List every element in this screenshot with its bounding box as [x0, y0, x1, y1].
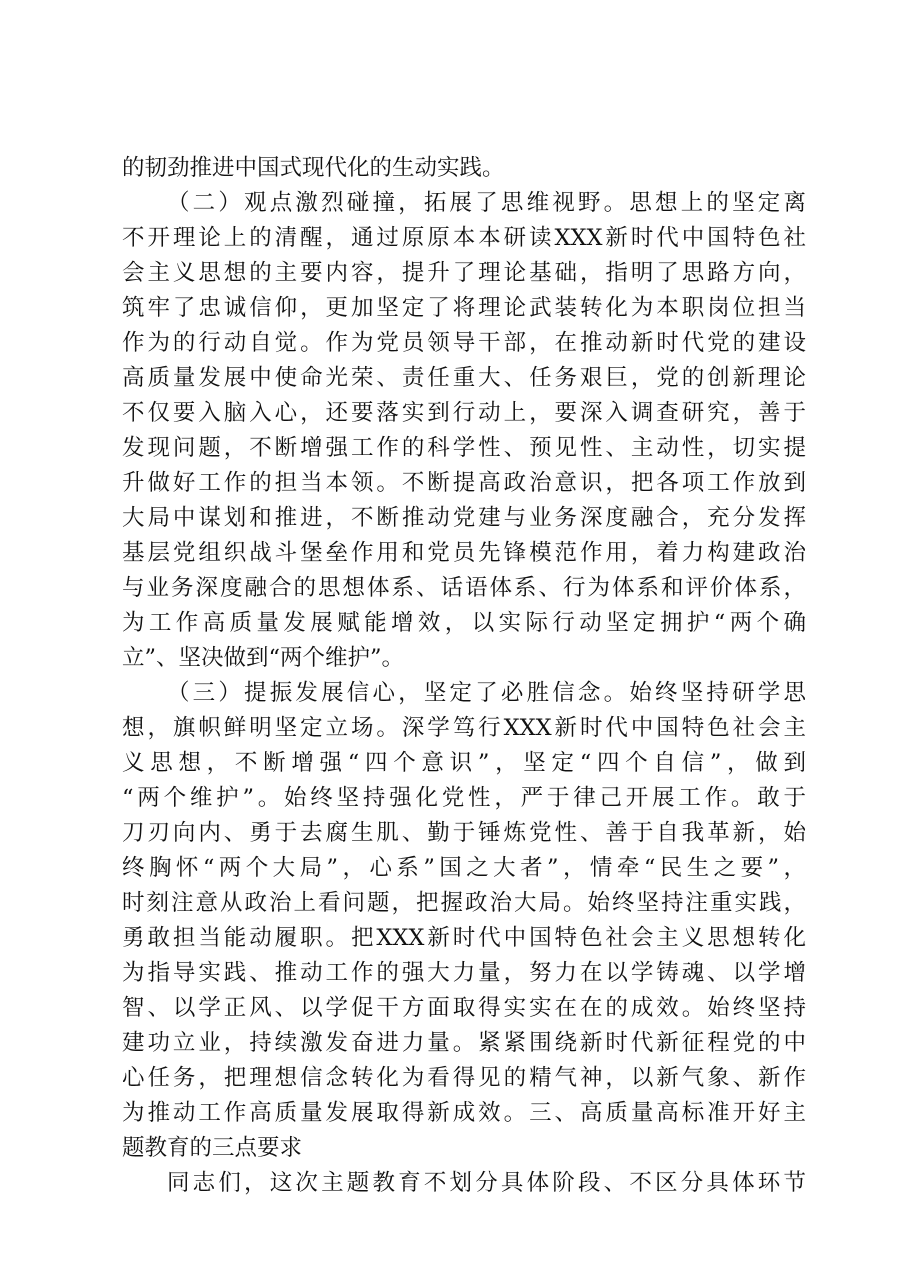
text-line: 筑牢了忠诚信仰，更加坚定了将理论武装转化为本职岗位担当 — [122, 295, 806, 321]
text-line: 想，旗帜鲜明坚定立场。深学笃行XXX新时代中国特色社会主 — [122, 715, 806, 741]
text-line: 为指导实践、推动工作的强大力量，努力在以学铸魂、以学增 — [122, 960, 806, 986]
text-line: 时刻注意从政治上看问题，把握政治大局。始终坚持注重实践， — [122, 890, 806, 916]
text-line: 升做好工作的担当本领。不断提高政治意识，把各项工作放到 — [122, 470, 806, 496]
text-line: 勇敢担当能动履职。把XXX新时代中国特色社会主义思想转化 — [122, 925, 806, 951]
text-line: 会主义思想的主要内容，提升了理论基础，指明了思路方向， — [122, 260, 806, 286]
text-line: 不开理论上的清醒，通过原原本本研读XXX新时代中国特色社 — [122, 225, 806, 251]
text-line: 基层党组织战斗堡垒作用和党员先锋模范作用，着力构建政治 — [122, 540, 806, 566]
text-line: 为推动工作高质量发展取得新成效。三、高质量高标准开好主 — [122, 1100, 806, 1126]
text-line: 不仅要入脑入心，还要落实到行动上，要深入调查研究，善于 — [122, 400, 806, 426]
text-line: 的韧劲推进中国式现代化的生动实践。 — [122, 155, 505, 181]
text-line: （二）观点激烈碰撞，拓展了思维视野。思想上的坚定离 — [167, 190, 806, 216]
text-line: 作为的行动自觉。作为党员领导干部，在推动新时代党的建设 — [122, 330, 806, 356]
text-line: “两个维护”。始终坚持强化党性，严于律己开展工作。敢于 — [122, 785, 806, 811]
document-body — [122, 151, 806, 1201]
text-line: （三）提振发展信心，坚定了必胜信念。始终坚持研学思 — [167, 680, 806, 706]
text-line: 义思想，不断增强“四个意识”，坚定“四个自信”，做到 — [122, 750, 806, 776]
text-line: 同志们，这次主题教育不划分具体阶段、不区分具体环节 — [167, 1170, 806, 1196]
text-line: 高质量发展中使命光荣、责任重大、任务艰巨，党的创新理论 — [122, 365, 806, 391]
text-line: 题教育的三点要求 — [122, 1135, 303, 1161]
text-line: 立”、坚决做到“两个维护”。 — [122, 645, 405, 671]
text-line: 为工作高质量发展赋能增效，以实际行动坚定拥护“两个确 — [122, 610, 806, 636]
text-line: 智、以学正风、以学促干方面取得实实在在的成效。始终坚持 — [122, 995, 806, 1021]
text-line: 建功立业，持续激发奋进力量。紧紧围绕新时代新征程党的中 — [122, 1030, 806, 1056]
text-line: 与业务深度融合的思想体系、话语体系、行为体系和评价体系， — [122, 575, 806, 601]
text-line: 刀刃向内、勇于去腐生肌、勤于锤炼党性、善于自我革新，始 — [122, 820, 806, 846]
text-line: 发现问题，不断增强工作的科学性、预见性、主动性，切实提 — [122, 435, 806, 461]
text-line: 心任务，把理想信念转化为看得见的精气神，以新气象、新作 — [122, 1065, 806, 1091]
text-line: 终胸怀“两个大局”，心系”国之大者”，情牵“民生之要”， — [122, 855, 806, 881]
text-line: 大局中谋划和推进，不断推动党建与业务深度融合，充分发挥 — [122, 505, 806, 531]
